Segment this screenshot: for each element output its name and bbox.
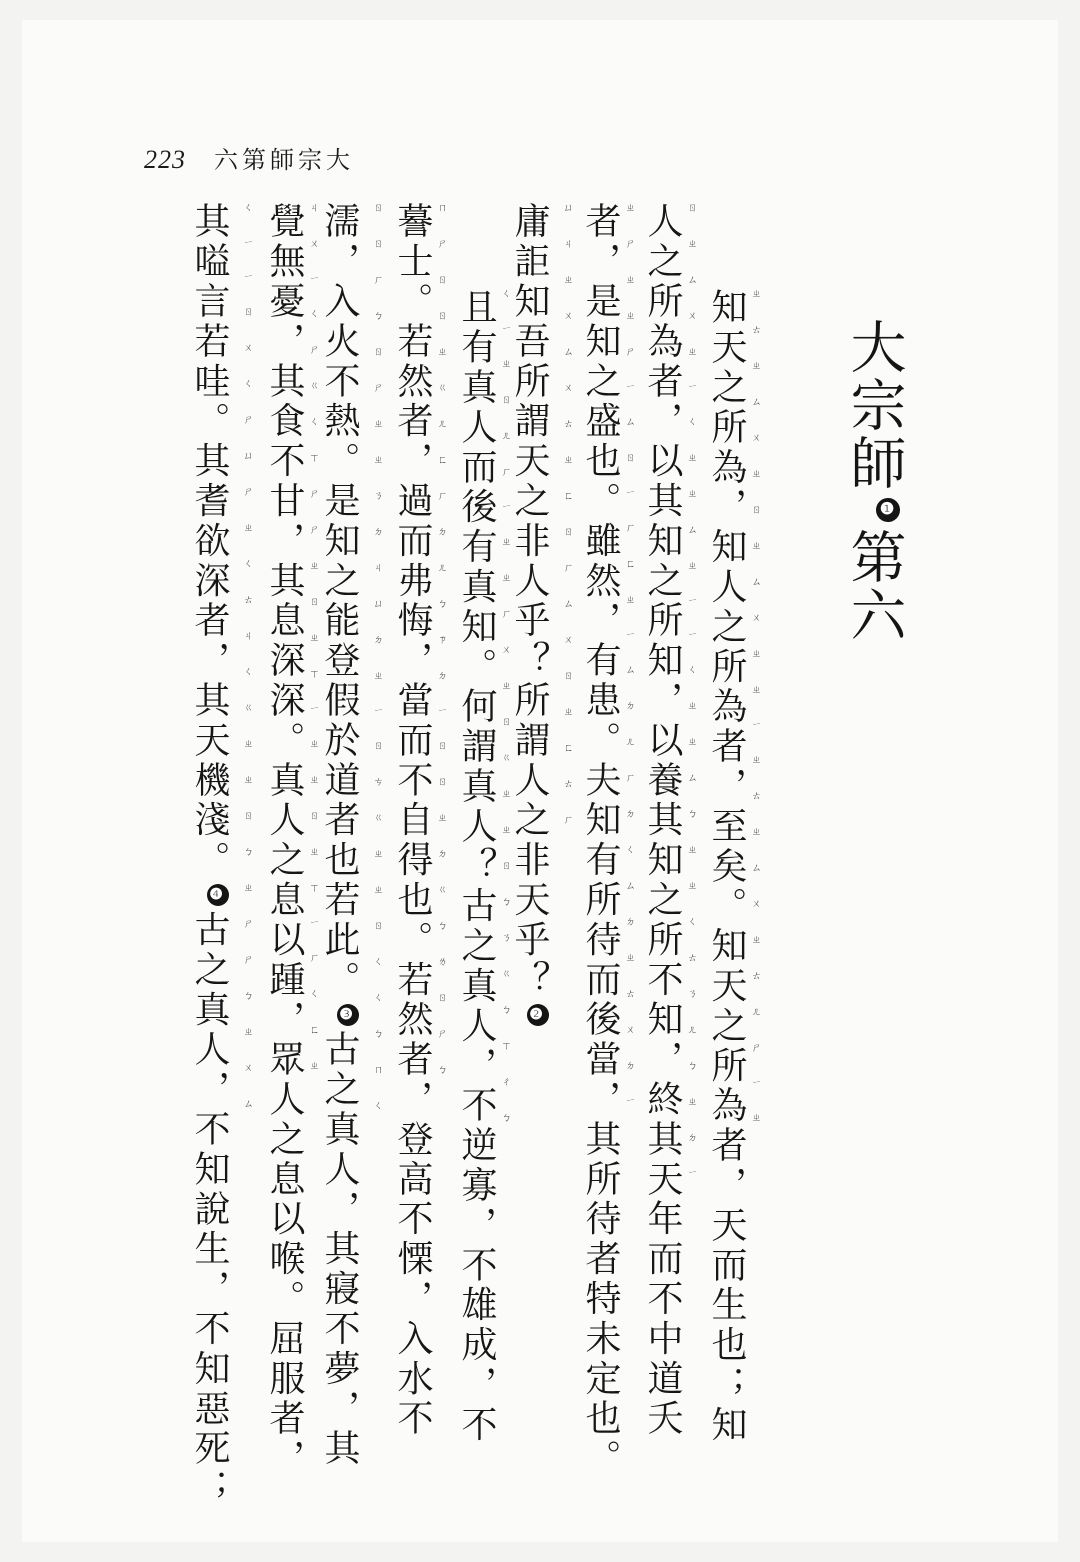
bopomofo-annotation: ㄓㄊㄓㄙㄨㄓㄖㄓㄙㄨㄓㄓㄧㄓㄊㄓㄙㄨㄓㄊㄦㄕㄧㄓ xyxy=(749,288,760,1148)
bopomofo-annotation: ㄐㄨㄧㄑㄕㄍㄑㄒㄕㄕㄓㄖㄓㄒㄧㄓㄓㄖㄓㄒㄧㄏㄑㄈㄓ xyxy=(307,202,318,1096)
chapter-title-part1: 大宗師 xyxy=(841,318,907,492)
text-column-3 xyxy=(580,202,621,1479)
bopomofo-annotation: ㄓㄕㄓㄓㄕㄧㄙㄖㄧㄏㄈㄓㄧㄙㄉㄦㄏㄉㄑㄙㄉㄓㄊㄨㄉㄧ xyxy=(623,202,634,1130)
text-column-2 xyxy=(642,202,683,1439)
column-text: 人之所為者，以其知之所知，以養其知之所不知，終其天年而不中道夭 xyxy=(642,202,683,1439)
text-column-4 xyxy=(509,202,556,1030)
column-text: 古之真人，不知說生，不知惡死； xyxy=(189,910,230,1509)
bopomofo-annotation: ㄩㄐㄓㄨㄙㄨㄊㄓㄈㄖㄏㄙㄨㄖㄓㄈㄊㄏ xyxy=(561,202,572,850)
column-text: 且有真人而後有真知。何謂真人？古之真人，不逆寡，不雄成，不 xyxy=(456,288,497,1446)
text-column-6 xyxy=(392,202,433,1439)
bopomofo-annotation: ㄇㄕㄖㄖㄓㄍㄦㄈㄏㄉㄦㄅㄗㄉㄧㄖㄖㄓㄉㄍㄅㄌㄖㄕㄅ xyxy=(435,202,446,1100)
bopomofo-annotation: ㄖㄖㄏㄅㄖㄕㄓㄓㄋㄉㄐㄩㄉㄓㄧㄖㄘㄍㄓㄓㄖㄑㄑㄅㄇㄑ xyxy=(371,202,382,1136)
column-text: 者，是知之盛也。雖然，有患。夫知有所待而後當，其所待者特未定也。 xyxy=(580,202,621,1479)
column-text: 庸詎知吾所謂天之非人乎？所謂人之非天乎？ xyxy=(509,202,550,1000)
column-text: 其嗌言若哇。其耆欲深者，其天機淺。 xyxy=(189,202,230,881)
page-header xyxy=(144,140,354,175)
column-text: 古之真人，其寢不夢，其 xyxy=(319,1030,360,1469)
text-column-9 xyxy=(189,202,236,1509)
text-column-8 xyxy=(264,202,305,1479)
text-column-7 xyxy=(319,202,366,1469)
text-column-5 xyxy=(456,288,497,1446)
footnote-marker: ❸ xyxy=(337,1004,359,1026)
footnote-marker: ❷ xyxy=(527,1004,549,1026)
page-number: 223 xyxy=(144,145,186,174)
bopomofo-annotation: ㄑㄧㄓㄖㄦㄏㄧㄓㄓㄏㄨㄓㄖㄍㄓㄓㄖㄅㄋㄍㄅㄒㄔㄅ xyxy=(499,288,510,1148)
bopomofo-annotation: ㄖㄓㄙㄨㄓㄧㄑㄓㄓㄙㄓㄧㄧㄑㄓㄓㄙㄅㄓㄓㄑㄊㄋㄦㄅㄓㄉㄧ xyxy=(685,202,696,1202)
bopomofo-annotation: ㄑㄧㄧㄖㄨㄑㄕㄩㄕㄓㄑㄊㄐㄑㄍㄓㄓㄖㄅㄓㄕㄕㄅㄓㄨㄙ xyxy=(241,202,252,1134)
chapter-title xyxy=(841,318,914,644)
column-text: 濡，入火不熱。是知之能登假於道者也若此。 xyxy=(319,202,360,1000)
running-head: 六第師宗大 xyxy=(214,146,354,174)
footnote-marker: ❹ xyxy=(207,884,229,906)
book-page xyxy=(22,20,1058,1542)
column-text: 知天之所為，知人之所為者，至矣。知天之所為者，天而生也；知 xyxy=(706,288,747,1446)
column-text: 覺無憂，其食不甘，其息深深。真人之息以踵，眾人之息以喉。屈服者， xyxy=(264,202,305,1479)
text-column-1 xyxy=(706,288,747,1446)
footnote-marker: ❶ xyxy=(876,498,900,522)
column-text: 謩士。若然者，過而弗悔，當而不自得也。若然者，登高不慄，入水不 xyxy=(392,202,433,1439)
chapter-title-part2: 第六 xyxy=(841,528,907,644)
